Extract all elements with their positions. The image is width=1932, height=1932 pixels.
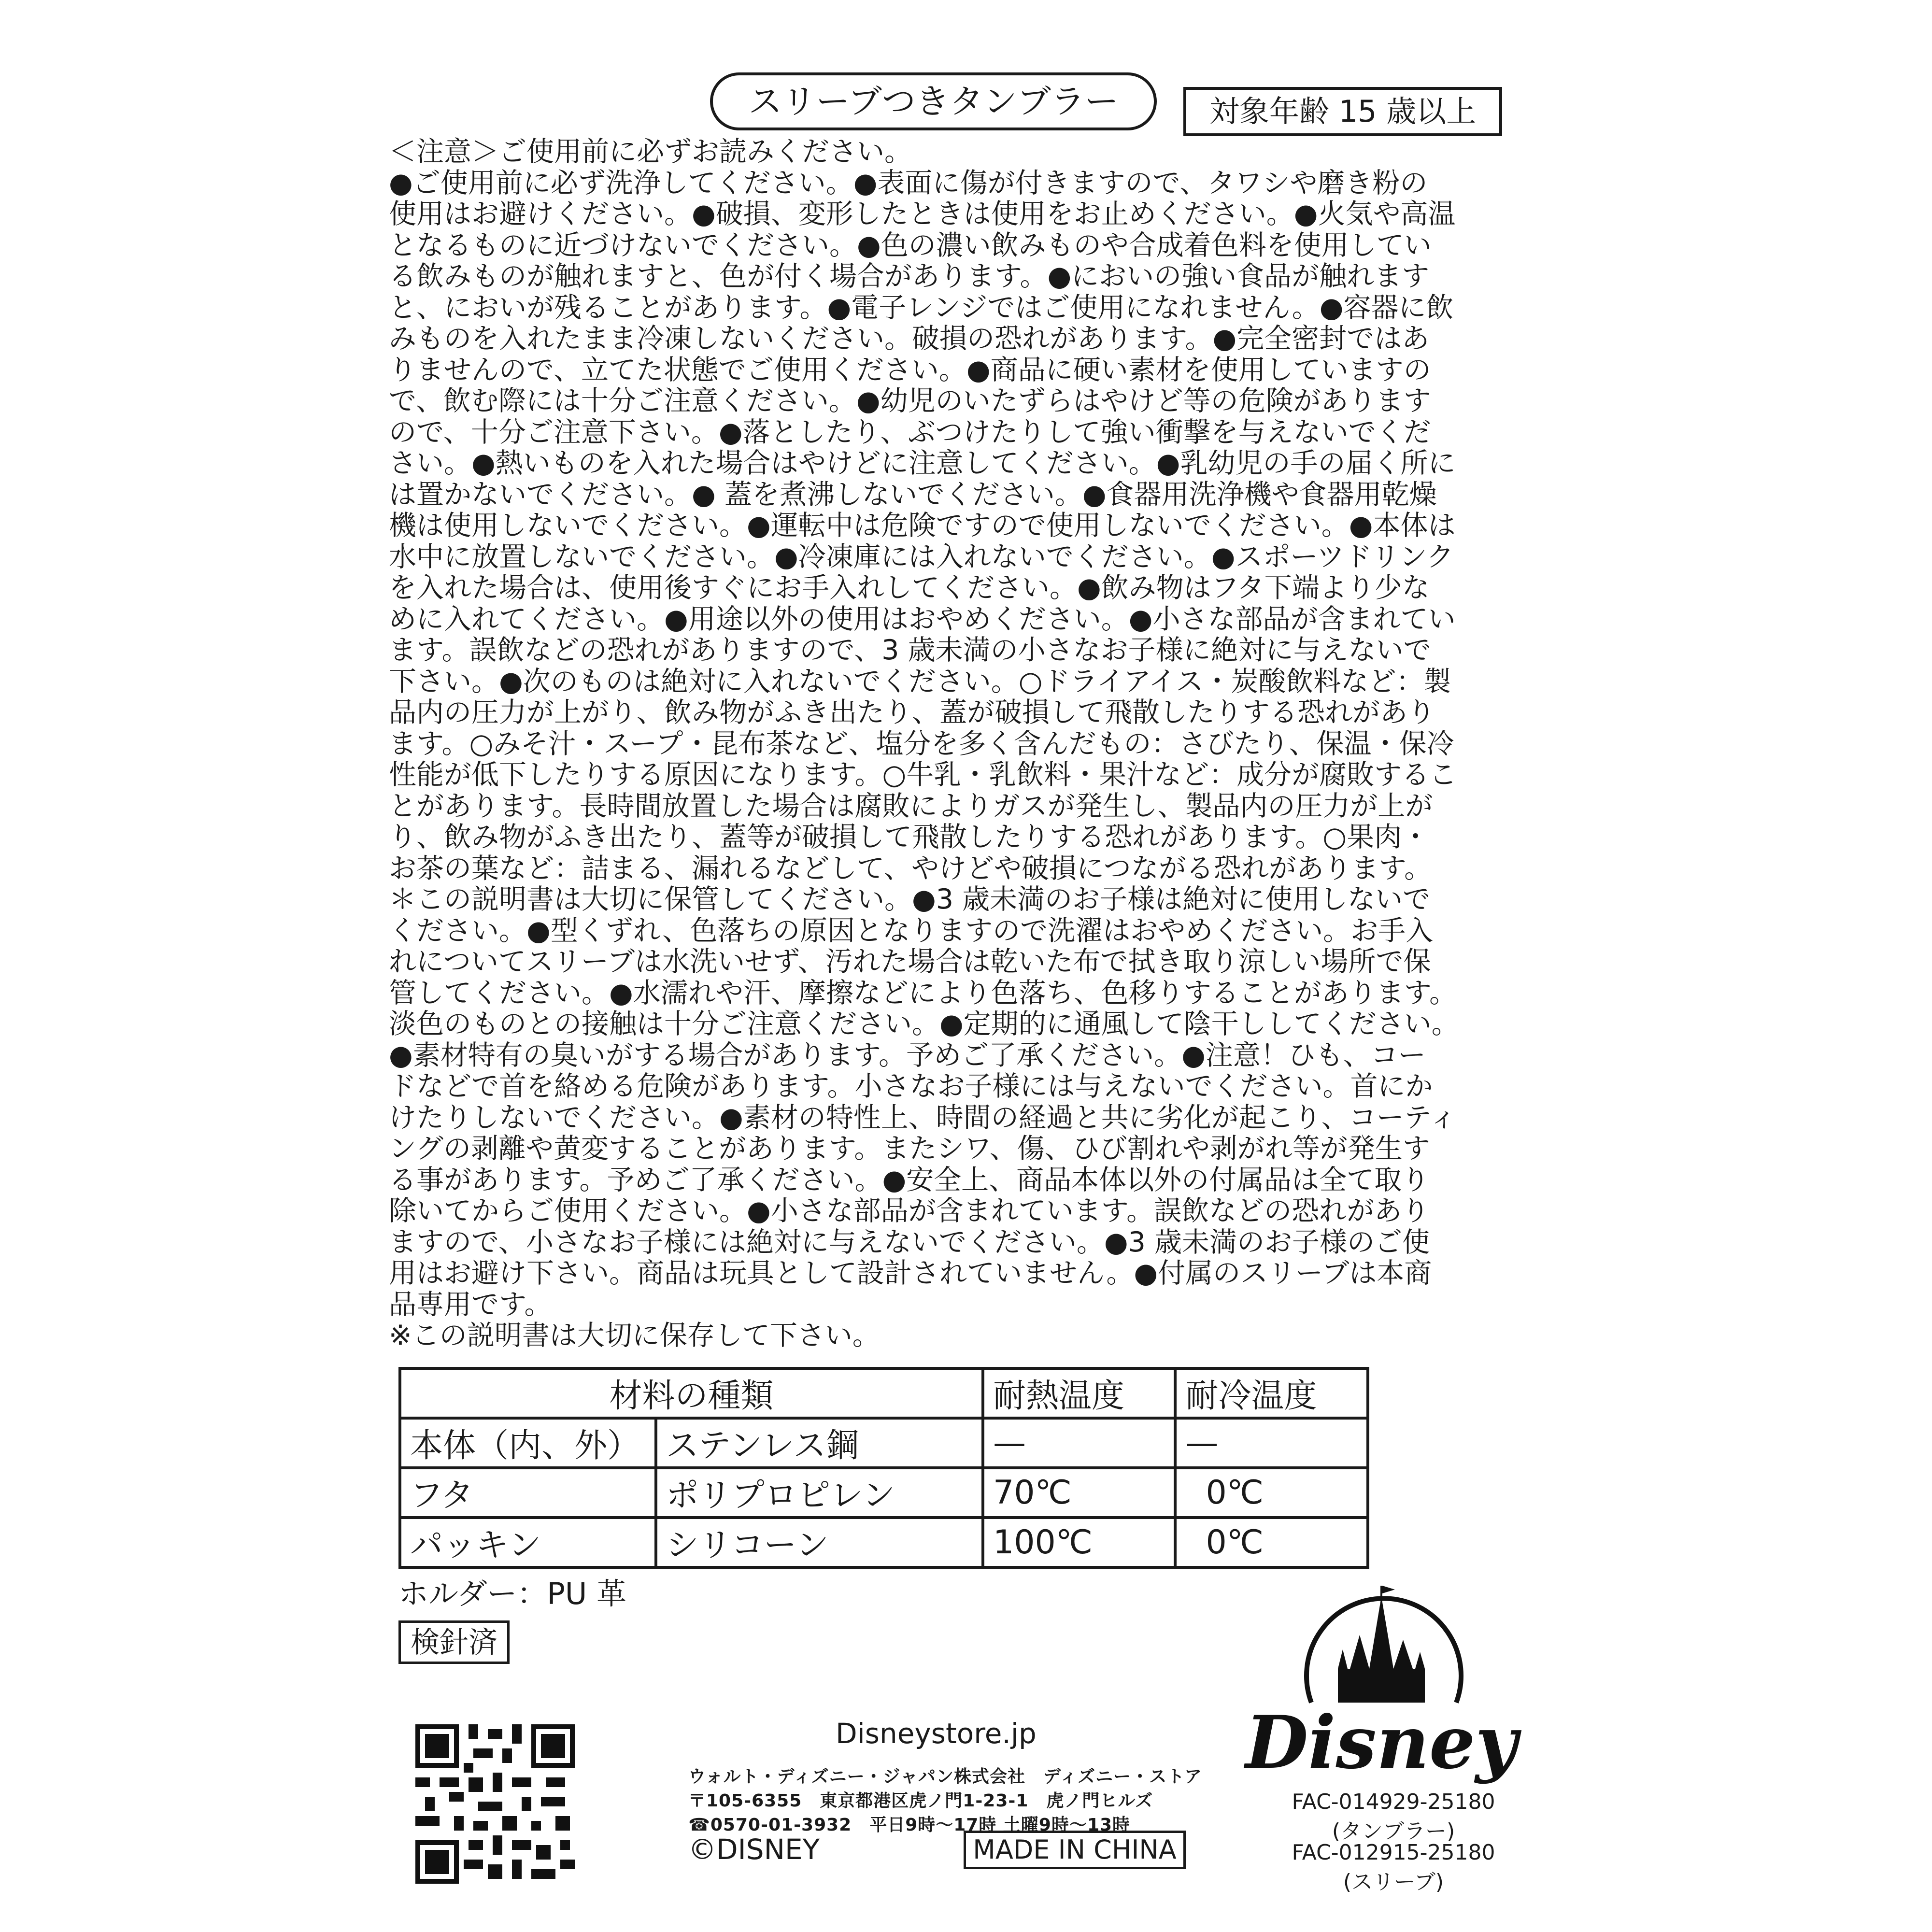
part-cell: フタ	[400, 1468, 656, 1518]
copyright: ©DISNEY	[688, 1833, 820, 1866]
part-cell: 本体（内、外）	[400, 1418, 656, 1468]
product-code-note: (タンブラー)	[1332, 1819, 1455, 1844]
material-cell: ステンレス鋼	[656, 1418, 983, 1468]
notice-line: みものを入れたまま冷凍しないください。破損の恐れがあります。●完全密封ではあ	[389, 323, 1430, 355]
notice-line: り、飲み物がふき出たり、蓋等が破損して飛散したりする恐れがあります。○果肉・	[389, 821, 1430, 853]
notice-line: ＊この説明書は大切に保管してください。●3 歳未満のお子様は絶対に使用しないで	[389, 883, 1431, 915]
notice-line: ●素材特有の臭いがする場合があります。予めご了承ください。●注意！ひも、コー	[389, 1039, 1426, 1071]
store-url: Disneystore.jp	[836, 1717, 1037, 1750]
product-code-note: (スリーブ)	[1343, 1870, 1444, 1894]
made-in-label: MADE IN CHINA	[964, 1831, 1186, 1869]
caution-text-block	[389, 136, 1509, 1351]
notice-line: ＜注意＞ご使用前に必ずお読みください。	[389, 136, 912, 168]
notice-line: 品内の圧力が上がり、飲み物がふき出たり、蓋が破損して飛散したりする恐れがあり	[389, 696, 1435, 728]
notice-line: とがあります。長時間放置した場合は腐敗によりガスが発生し、製品内の圧力が上が	[389, 790, 1433, 822]
material-cell: ポリプロピレン	[656, 1468, 983, 1518]
notice-line: ※この説明書は大切に保存して下さい。	[389, 1320, 880, 1351]
table-row	[400, 1468, 1368, 1518]
notice-line: れについてスリーブは水洗いせず、汚れた場合は乾いた布で拭き取り涼しい場所で保	[389, 946, 1431, 978]
table-header-row	[400, 1368, 1368, 1418]
product-code: FAC-012915-25180	[1292, 1840, 1495, 1865]
notice-line: 品専用です。	[389, 1288, 552, 1321]
notice-line: ングの剥離や黄変することがあります。またシワ、傷、ひび割れや剥がれ等が発生す	[389, 1133, 1430, 1165]
heat-cell: 70℃	[983, 1468, 1176, 1518]
notice-line: で、飲む際には十分ご注意ください。●幼児のいたずらはやけど等の危険があります	[389, 385, 1431, 417]
notice-line: ドなどで首を絡める危険があります。小さなお子様には与えないでください。首にか	[389, 1070, 1433, 1102]
notice-line: と、においが残ることがあります。●電子レンジではご使用になれません。●容器に飲	[389, 291, 1454, 324]
notice-line: る飲みものが触れますと、色が付く場合があります。●においの強い食品が触れます	[389, 260, 1430, 292]
company-phone: ☎0570-01-3932 平日9時〜17時 土曜9時〜13時	[688, 1815, 1131, 1835]
notice-line: ます。○みそ汁・スープ・昆布茶など、塩分を多く含んだもの：さびたり、保温・保冷	[389, 727, 1454, 760]
notice-line: お茶の葉など：詰まる、漏れるなどして、やけどや破損につながる恐れがあります。	[389, 852, 1432, 884]
disney-logo-text: Disney	[1245, 1700, 1518, 1785]
qr-code-icon	[415, 1724, 575, 1884]
notice-line: 除いてからご使用ください。●小さな部品が含まれています。誤飲などの恐れがあり	[389, 1195, 1430, 1227]
notice-line: を入れた場合は、使用後すぐにお手入れしてください。●飲み物はフタ下端より少な	[389, 572, 1430, 604]
header-cold-resistance: 耐冷温度	[1175, 1368, 1368, 1418]
product-code: FAC-014929-25180	[1292, 1790, 1495, 1814]
notice-line: となるものに近づけないでください。●色の濃い飲みものや合成着色料を使用してい	[389, 229, 1432, 261]
cold-cell: —	[1175, 1418, 1368, 1468]
notice-line: 管してください。●水濡れや汗、摩擦などにより色落ち、色移りすることがあります。	[389, 977, 1457, 1009]
notice-line: ください。●型くずれ、色落ちの原因となりますので洗濯はおやめください。お手入	[389, 914, 1434, 947]
notice-line: ●ご使用前に必ず洗浄してください。●表面に傷が付きますので、タワシや磨き粉の	[389, 167, 1428, 199]
notice-line: 用はお避け下さい。商品は玩具として設計されていません。●付属のスリーブは本商	[389, 1257, 1432, 1289]
notice-line: めに入れてください。●用途以外の使用はおやめください。●小さな部品が含まれてい	[389, 603, 1456, 635]
material-cell: シリコーン	[656, 1518, 983, 1567]
notice-line: けたりしないでください。●素材の特性上、時間の経過と共に劣化が起こり、コーティ	[389, 1101, 1457, 1134]
notice-line: 水中に放置しないでください。●冷凍庫には入れないでください。●スポーツドリンク	[389, 540, 1454, 573]
notice-line: りませんので、立てた状態でご使用ください。●商品に硬い素材を使用していますの	[389, 354, 1431, 386]
notice-line: 性能が低下したりする原因になります。○牛乳・乳飲料・果汁など：成分が腐敗するこ	[389, 759, 1457, 791]
notice-line: る事があります。予めご了承ください。●安全上、商品本体以外の付属品は全て取り	[389, 1164, 1430, 1196]
disney-castle-logo	[1245, 1577, 1518, 1790]
table-row	[400, 1418, 1368, 1468]
age-rating-box: 対象年齢 15 歳以上	[1183, 87, 1502, 136]
materials-table	[398, 1367, 1369, 1569]
company-address: 〒105-6355 東京都港区虎ノ門1-23-1 虎ノ門ヒルズ	[688, 1791, 1153, 1811]
company-name: ウォルト・ディズニー・ジャパン株式会社 ディズニー・ストア	[688, 1767, 1203, 1787]
header-material-type: 材料の種類	[400, 1368, 983, 1418]
notice-line: さい。●熱いものを入れた場合はやけどに注意してください。●乳幼児の手の届く所に	[389, 447, 1456, 479]
notice-line: は置かないでください。● 蓋を煮沸しないでください。●食器用洗浄機や食器用乾燥	[389, 478, 1437, 511]
heat-cell: 100℃	[983, 1518, 1176, 1567]
heat-cell: —	[983, 1418, 1176, 1468]
notice-line: 使用はお避けください。●破損、変形したときは使用をお止めください。●火気や高温	[389, 198, 1456, 230]
notice-line: ので、十分ご注意下さい。●落としたり、ぶつけたりして強い衝撃を与えないでくだ	[389, 416, 1431, 448]
part-cell: パッキン	[400, 1518, 656, 1567]
notice-line: 機は使用しないでください。●運転中は危険ですので使用しないでください。●本体は	[389, 510, 1456, 541]
table-row	[400, 1518, 1368, 1567]
notice-line: ます。誤飲などの恐れがありますので、3 歳未満の小さなお子様に絶対に与えないで	[389, 634, 1431, 666]
header-heat-resistance: 耐熱温度	[983, 1368, 1176, 1418]
notice-line: 淡色のものとの接触は十分ご注意ください。●定期的に通風して陰干ししてください。	[389, 1008, 1459, 1040]
cold-cell: 0℃	[1175, 1468, 1368, 1518]
cold-cell: 0℃	[1175, 1518, 1368, 1567]
notice-line: ますので、小さなお子様には絶対に与えないでください。●3 歳未満のお子様のご使	[389, 1226, 1430, 1258]
notice-line: 下さい。●次のものは絶対に入れないでください。○ドライアイス・炭酸飲料など：製	[389, 665, 1451, 697]
inspected-stamp: 検針済	[398, 1620, 510, 1664]
product-title: スリーブつきタンブラー	[710, 72, 1157, 130]
holder-material: ホルダー：PU 革	[398, 1576, 626, 1611]
